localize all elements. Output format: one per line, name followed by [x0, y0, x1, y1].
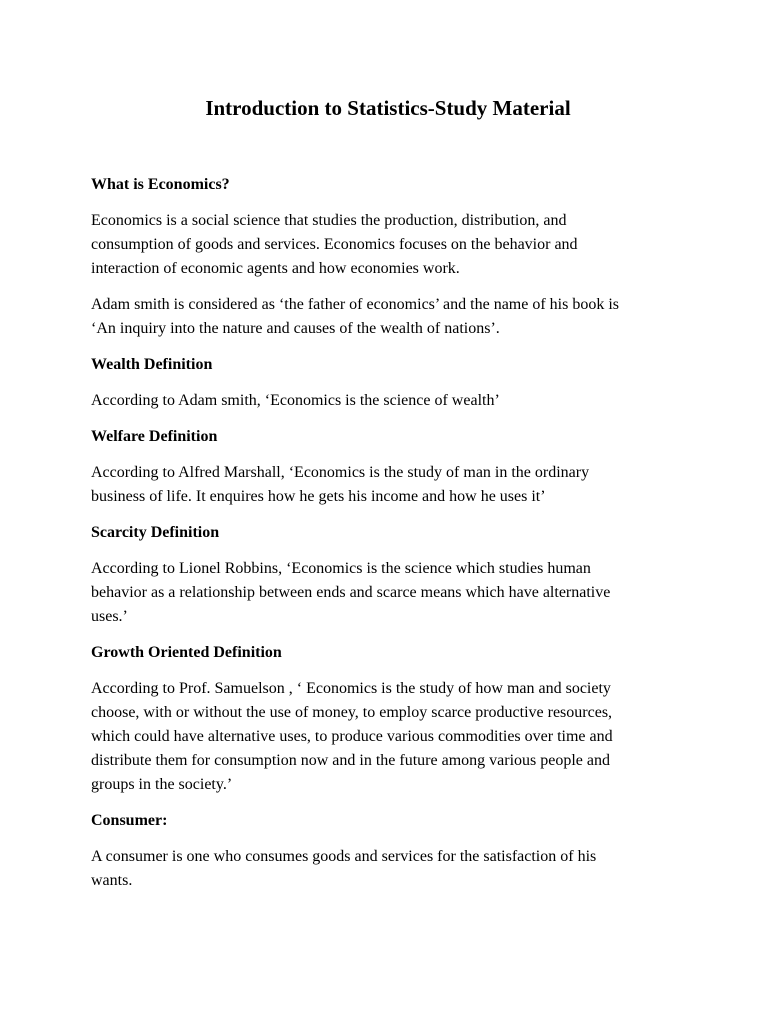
paragraph-consumer — [91, 845, 691, 893]
text-line: uses.’ — [91, 608, 128, 625]
text-line: Consumer: — [91, 812, 168, 829]
text-line: What is Economics? — [91, 176, 230, 193]
text-line: Wealth Definition — [91, 356, 213, 373]
text-line: According to Lionel Robbins, ‘Economics is the science which studies human — [91, 560, 591, 577]
text-line: According to Adam smith, ‘Economics is the science of wealth’ — [91, 392, 500, 409]
text-line: ‘An inquiry into the nature and causes of the wealth of nations’. — [91, 320, 500, 337]
text-line: According to Alfred Marshall, ‘Economics is the study of man in the ordinary — [91, 464, 590, 481]
paragraph-adam-smith — [91, 293, 691, 341]
text-line: consumption of goods and services. Economics focuses on the behavior and — [91, 236, 578, 253]
text-line: which could have alternative uses, to produce various commodities over time and — [91, 728, 613, 745]
document-title: Introduction to Statistics-Study Material — [205, 96, 571, 120]
section-heading-growth-oriented-definition — [91, 641, 691, 665]
paragraph-scarcity-definition — [91, 557, 691, 629]
text-line: Welfare Definition — [91, 428, 218, 445]
section-heading-scarcity-definition — [91, 521, 691, 545]
section-heading-what-is-economics — [91, 173, 691, 197]
text-line: Adam smith is considered as ‘the father of economics’ and the name of his book is — [91, 296, 620, 313]
section-heading-consumer — [91, 809, 691, 833]
text-line: choose, with or without the use of money, to employ scarce productive resources, — [91, 704, 613, 721]
document-body — [91, 173, 691, 905]
section-heading-wealth-definition — [91, 353, 691, 377]
text-line: Scarcity Definition — [91, 524, 220, 541]
text-line: A consumer is one who consumes goods and services for the satisfaction of his — [91, 848, 597, 865]
text-line: business of life. It enquires how he gets his income and how he uses it’ — [91, 488, 546, 505]
text-line: Economics is a social science that studies the production, distribution, and — [91, 212, 567, 229]
paragraph-growth-oriented-definition — [91, 677, 691, 797]
paragraph-wealth-definition — [91, 389, 691, 413]
paragraph-welfare-definition — [91, 461, 691, 509]
text-line: groups in the society.’ — [91, 776, 233, 793]
section-heading-welfare-definition — [91, 425, 691, 449]
text-line: distribute them for consumption now and in the future among various people and — [91, 752, 610, 769]
text-line: behavior as a relationship between ends and scarce means which have alternative — [91, 584, 611, 601]
text-line: According to Prof. Samuelson , ‘ Economics is the study of how man and society — [91, 680, 611, 697]
text-line: interaction of economic agents and how economies work. — [91, 260, 460, 277]
text-line: Growth Oriented Definition — [91, 644, 282, 661]
text-line: wants. — [91, 872, 133, 889]
paragraph-economics-intro — [91, 209, 691, 281]
